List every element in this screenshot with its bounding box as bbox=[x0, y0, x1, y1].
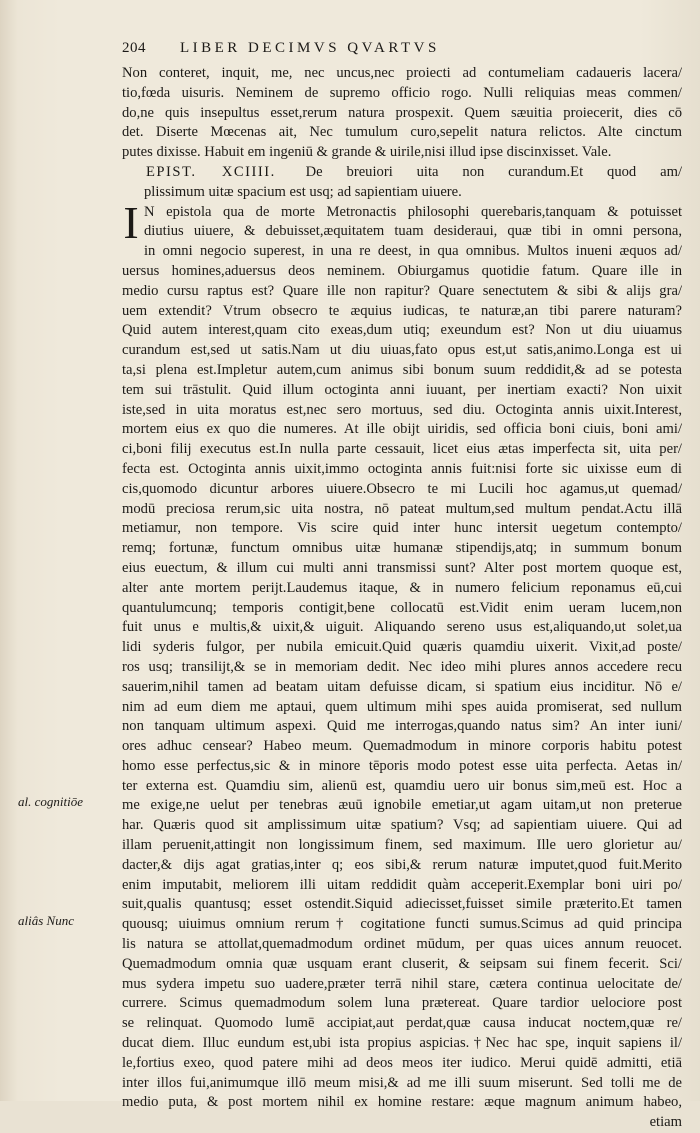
text-line: remq; fortunæ, functum omnibus uitæ humanæ stipendijs,atq; in summum bonum bbox=[122, 540, 682, 557]
text-line: currere. Scimus quemadmodum solem luna prætereat. Quare tardior uelociore post bbox=[122, 995, 682, 1012]
drop-capital: I bbox=[123, 196, 139, 248]
book-title: LIBER DECIMVS QVARTVS bbox=[179, 40, 440, 56]
text-line: lis natura se attollat,quemadmodum ordinet mūdum, per quas uices annum reuocet. bbox=[122, 936, 682, 953]
text-line: cis,quomodo dicuntur arbores uiuere.Obsecro te mi Lucili hoc agamus,ut quemad/ bbox=[122, 480, 682, 497]
text-line: lidi syderis fulgor, per nubila emicuit.Quid quæris quamdiu uixerit. Vixit,ad poste/ bbox=[122, 639, 682, 656]
text-line: illam peruenit,attingit non longissimum finem, sed maximum. Ille uero glorietur au/ bbox=[122, 837, 682, 854]
text-line: nim ad eum diem me aptaui, quem ultimum mihi spes auida promiserat, sed nullum bbox=[122, 698, 682, 715]
text-line: inter illos fui,animumque illō meum misi,& ad me illi suum miserunt. Sed tolli me de bbox=[122, 1074, 682, 1091]
previous-letter-ending bbox=[122, 64, 682, 163]
text-block bbox=[122, 64, 682, 1133]
text-line: curandum est,sed ut satis.Nam ut diu uiuas,fato opus est,ut satis,animo.Longa est ui bbox=[122, 342, 682, 359]
text-line: in omni negocio superest, in una re deest, in qua omnibus. Multos inueni æquos ad/ bbox=[144, 243, 682, 260]
text-line: fecta est. Octoginta annis uixit,immo octoginta annis fuit:nisi forte sic uixisse eum di bbox=[122, 460, 682, 477]
text-line: ores adhuc censear? Habeo meum. Quemadmodum in minore corporis habitu potest bbox=[122, 738, 682, 755]
text-line: tem sui trāstulit. Quid illum octoginta anni iuuant, per inertiam exacti? Non uixit bbox=[122, 381, 682, 398]
text-line: ducat diem. Illuc eundum est,ubi ista propius aspicias.†Nec hac spe, inquit sapiens il/ bbox=[122, 1035, 682, 1052]
epistle-summary-continued: plissimum uitæ spacium est usq; ad sapientiam uiuere. bbox=[144, 183, 462, 200]
text-line: mus sydera impetu suo uadere,præter terrā nihil stare, cætera continua uelocitate de/ bbox=[122, 975, 682, 992]
catchword: etiam bbox=[649, 1114, 682, 1131]
epistle-number: EPIST. XCIIII. bbox=[146, 163, 276, 180]
text-line: Quemadmodum omnia quæ usquam erant cluserit, & seipsam sui finem fecerit. Sci/ bbox=[122, 955, 682, 972]
epistle-body bbox=[122, 242, 682, 1113]
text-line: uem extendit? Vtrum obsecro te æquius iudicas, te naturæ,an tibi parere naturam? bbox=[122, 302, 682, 319]
text-line: diutius uiuere, & debuisset,æquitatem tuam desideraui, quæ tibi in omni persona, bbox=[144, 223, 682, 240]
text-line: uersus homines,aduersus deos neminem. Obiurgamus quotidie fatum. Quare ille in bbox=[122, 262, 682, 279]
text-line: quantulumcunq; temporis contigit,bene collocatū est.Vidit enim ueram lucem,non bbox=[122, 599, 682, 616]
text-line: homo esse perfectus,sic & in minore tēporis modo potest esse uita perfecta. Aetas in/ bbox=[122, 757, 682, 774]
marginal-note: al. cognitiōe bbox=[18, 794, 83, 809]
text-line: eius euectum, & illum cui multi anni transmissi sunt? Alter post mortem quoque est, bbox=[122, 559, 682, 576]
text-line: ter externa est. Quamdiu sim, alienū est, quamdiu uero uir bonus sim,meū est. Hoc a bbox=[122, 777, 682, 794]
text-line: non tanquam ultimum aspexi. Quid me interrogas,quando natus sim? An inter iuni/ bbox=[122, 718, 682, 735]
text-line: ros usq; transilijt,& se in memoriam dedit. Nec ideo mihi plures annos accedere recu bbox=[122, 658, 682, 675]
text-line: mortem eius ex quo die numeres. At ille obijt uiridis, sed officia boni ciuis, boni ami/ bbox=[122, 421, 682, 438]
text-line: har. Quæris quod sit amplissimum uitæ spatium? Vsq; ad sapientiam uiuere. Qui ad bbox=[122, 817, 682, 834]
marginal-note: aliâs Nunc bbox=[18, 913, 74, 928]
text-line: ta,si plena est.Impletur autem,cum animus sibi bonum suum reddidit,& ad se potesta bbox=[122, 361, 682, 378]
text-line: iste,sed in uita moratus est,nec sero mortuus, sed diu. Octoginta annis uixit.Interest, bbox=[122, 401, 682, 418]
epistle-opening bbox=[122, 196, 682, 248]
text-line: dacter,& dijs agat gratias,inter q; eos sibi,& rerum naturæ imputet,quod fuit.Merito bbox=[122, 856, 682, 873]
text-line: Non conteret, inquit, me, nec uncus,nec proiecti ad contumeliam cadaueris lacera/ bbox=[122, 65, 682, 81]
epistle-heading bbox=[122, 163, 682, 183]
text-line: enim imputabit, meliorem illi uitam reddidit quàm acceperit.Exemplar boni uiri po/ bbox=[122, 876, 682, 893]
text-line: quousq; uiuimus omnium rerum† cogitatione functi sumus.Scimus ad quid principa bbox=[122, 916, 682, 933]
text-line: putes dixisse. Habuit em ingeniū & grande & uirile,nisi illud ipse discinxisset. Vale. bbox=[122, 144, 612, 161]
text-line: medio puta, & post mortem nihil ex homine restare: æque magnum animum habeo, bbox=[122, 1094, 682, 1111]
text-line: sauerim,nihil tamen ad beatam uitam defuisse dicam, si spatium eius inciditur. Nō e/ bbox=[122, 678, 682, 695]
text-line: alter ante mortem perijt.Laudemus itaque, & in numero felicium reponamus eū,cui bbox=[122, 579, 682, 596]
text-line: Quid autem interest,quam cito exeas,dum utiq; exeundum est? Non ut diu uiuamus bbox=[122, 322, 682, 339]
text-line: N epistola qua de morte Metronactis philosophi querebaris,tanquam & potuisset bbox=[144, 203, 682, 220]
text-line: ci,boni filij executus est.In nulla parte cessauit, licet eius ætas imperfecta sit, uita per/ bbox=[122, 441, 682, 458]
running-head bbox=[122, 40, 682, 57]
text-line: se relinquat. Quomodo lumē accipiat,aut perdat,quæ causa inducat noctem,quæ re/ bbox=[122, 1015, 682, 1032]
text-line: det. Diserte Mœcenas ait, Nec tumulum curo,sepelit natura relictos. Alte cinctum bbox=[122, 124, 682, 141]
text-line: fuit unus e multis,& uixit,& uiguit. Aliquando sereno usus est,aliquando,ut solet,ua bbox=[122, 619, 682, 636]
page-number: 204 bbox=[122, 40, 146, 56]
drop-capital-lines bbox=[122, 196, 682, 248]
text-line: metiamur, non tempore. Vis scire quid inter hunc intersit uegetum contempto/ bbox=[122, 520, 682, 537]
text-line: medio cursu raptus est? Quare ille non rapitur? Quare senectutem & sibi & alijs gra/ bbox=[122, 282, 682, 299]
text-line: me exige,ne uelut per tenebras æuū ignobile emetiar,ut agam uitam,ut non preterue bbox=[122, 797, 682, 814]
text-line: modū preciosa rerum,sic uita nostra, nō pateat multum,sed multum pendat.Actu illā bbox=[122, 500, 682, 517]
text-line: do,ne quis insepultus esset,rerum natura prospexit. Quem sæuitia proiecerit, dies cō bbox=[122, 104, 682, 121]
text-line: suit,qualis quantusq; esset ostendit.Siquid adiecisset,fuisset simile præterito.Et tamen bbox=[122, 896, 682, 913]
text-line: le,fortius exeo, quod patere mihi ad deos meos iter iudico. Merui quidē admitti, etiā bbox=[122, 1054, 682, 1071]
text-line: tio,fœda uisuris. Neminem de supremo officio rogo. Nulli reliquias meas commen/ bbox=[122, 84, 682, 101]
epistle-summary: De breuiori uita non curandum.Et quod am/ bbox=[305, 163, 682, 180]
